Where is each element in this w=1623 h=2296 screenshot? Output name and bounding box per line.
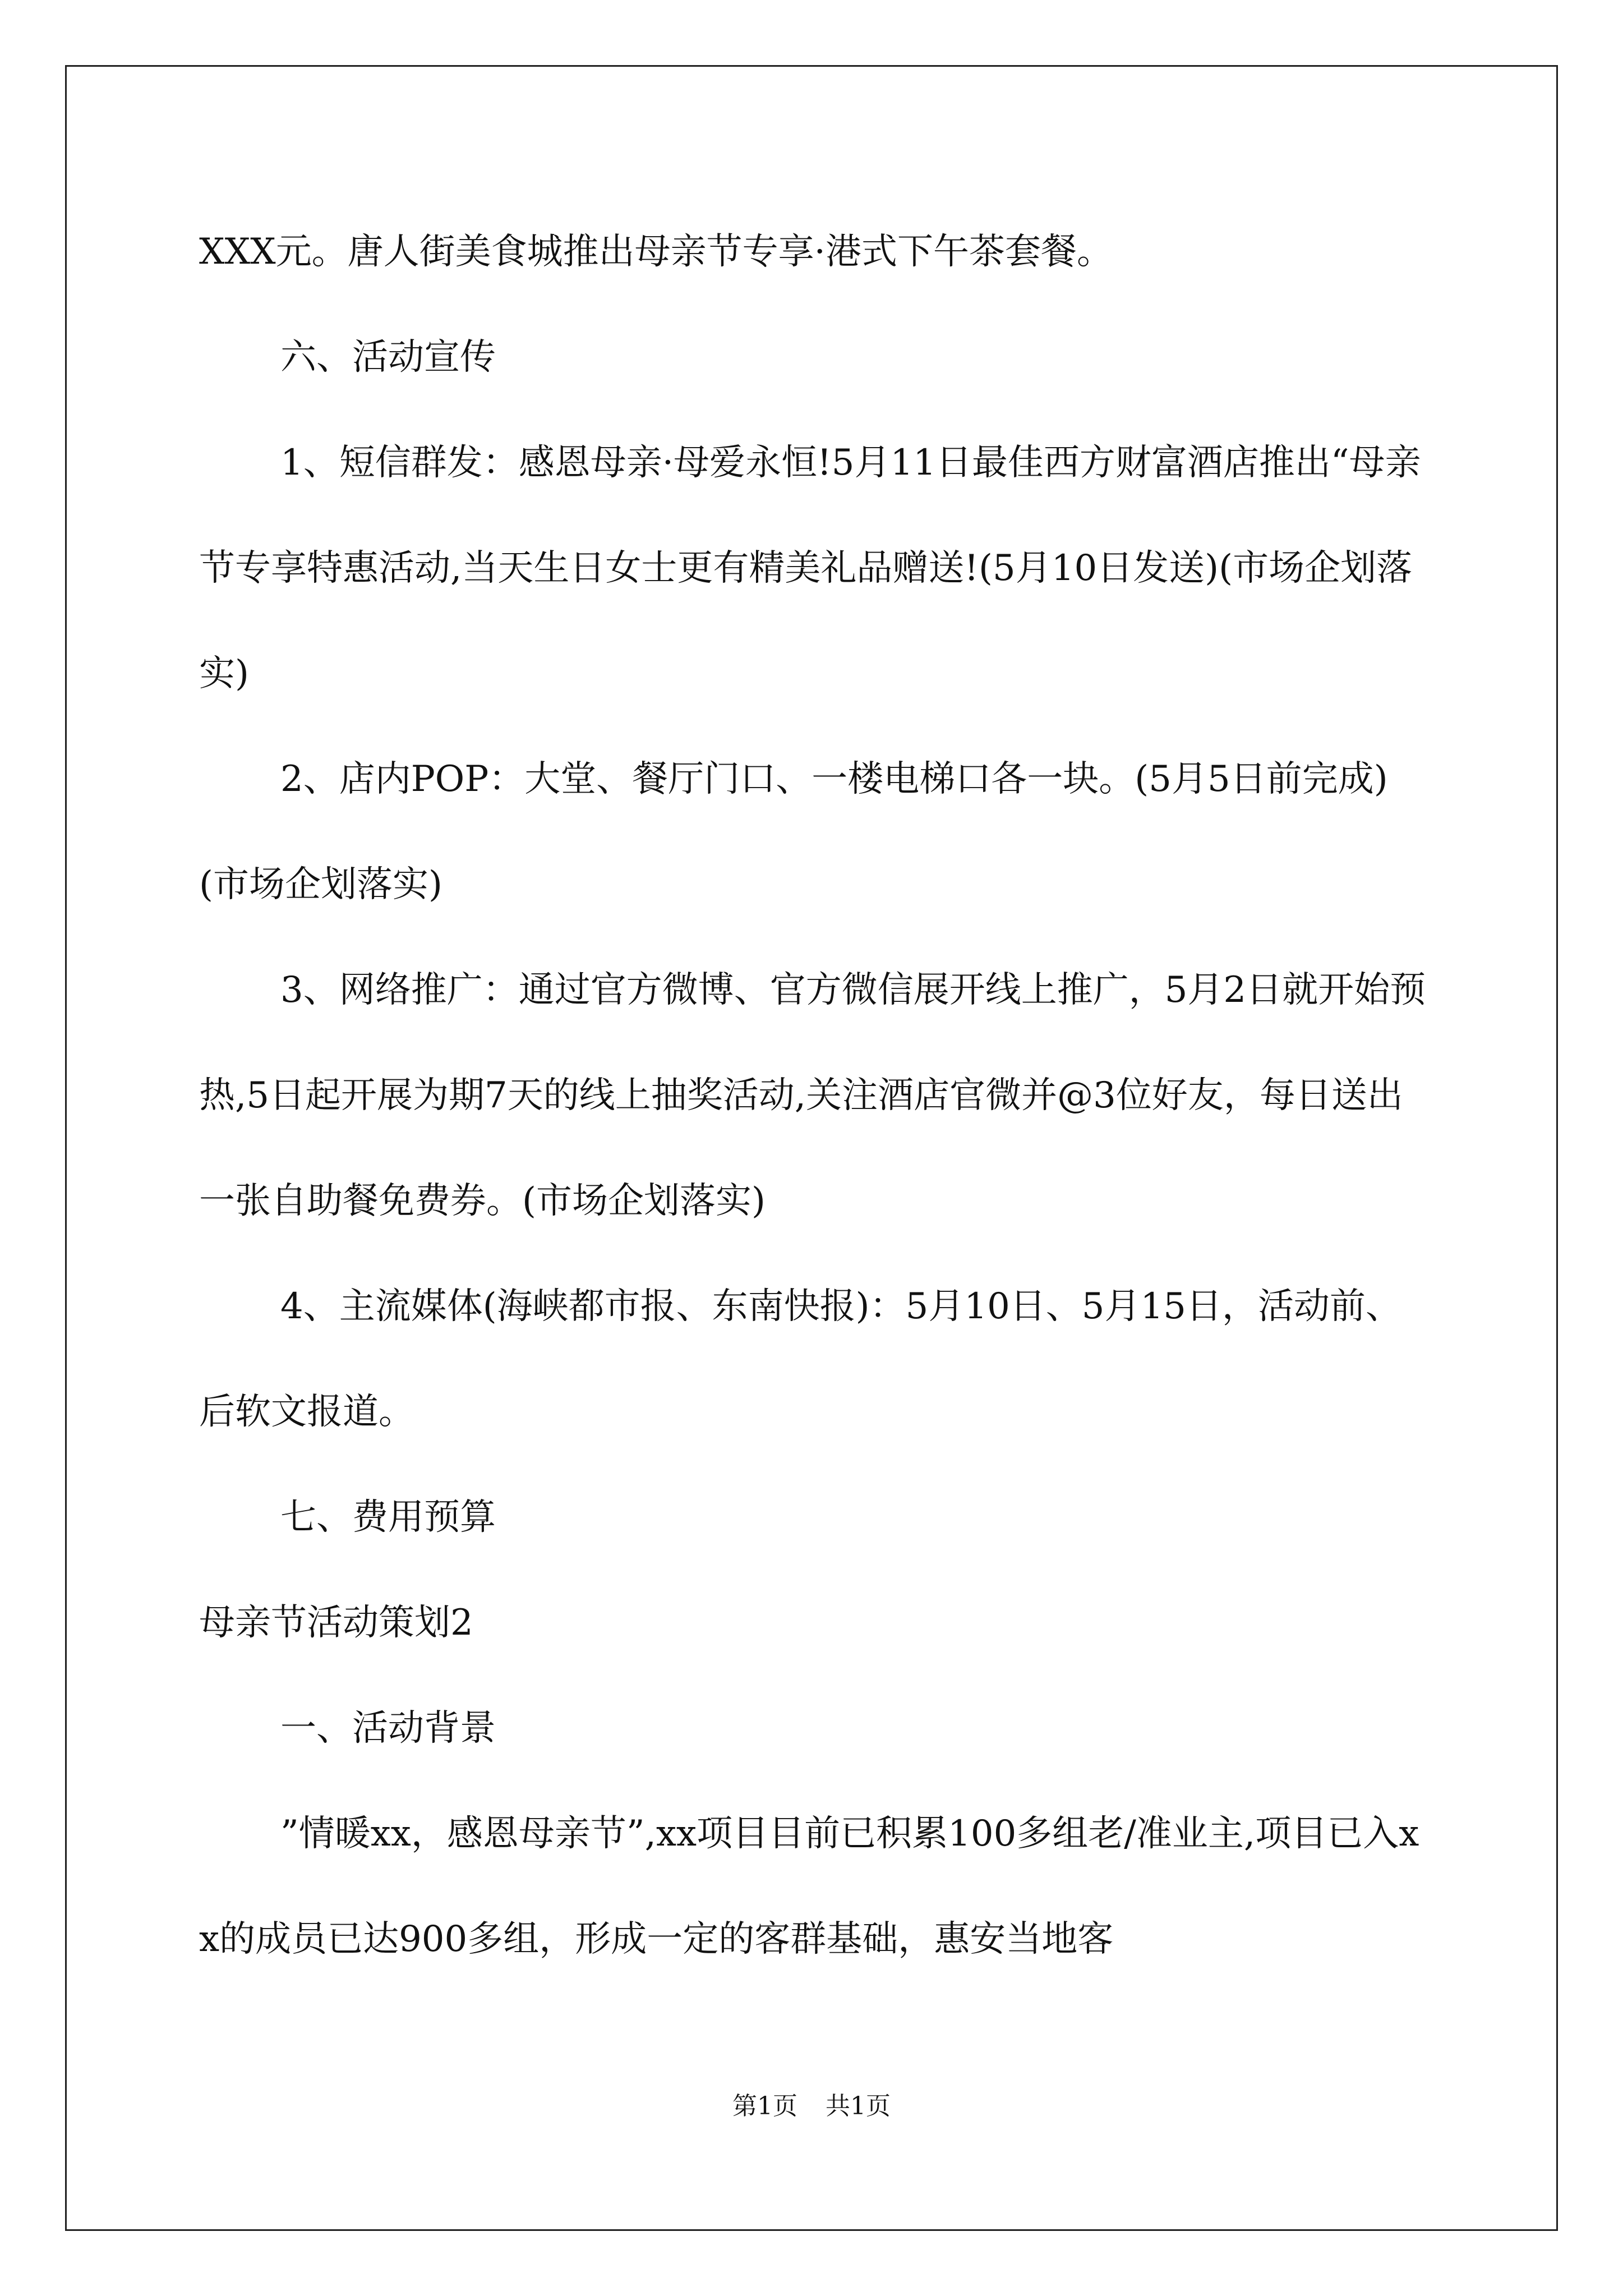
page-total: 共1页 (826, 2092, 891, 2120)
section-heading-background: 一、活动背景 (280, 1708, 496, 1749)
document-body (199, 199, 1430, 1992)
page-number: 第1页 (732, 2092, 797, 2120)
paragraph-0: XXX元。唐人街美食城推出母亲节专享·港式下午茶套餐。 (199, 231, 1113, 273)
section-heading-budget: 七、费用预算 (280, 1497, 496, 1538)
page-footer (0, 2086, 1623, 2122)
paragraph-sms: 1、短信群发：感恩母亲·母爱永恒!5月11日最佳西方财富酒店推出“母亲节专享特惠活动,当天生日女士更有精美礼品赠送!(5月10日发送)(市场企划落实) (199, 442, 1421, 694)
paragraph-online: 3、网络推广：通过官方微博、官方微信展开线上推广，5月2日就开始预热,5日起开展为期7天的线上抽奖活动,关注酒店官微并@3位好友，每日送出一张自助餐免费券。(市场企划落实) (199, 969, 1426, 1222)
paragraph-pop: 2、店内POP：大堂、餐厅门口、一楼电梯口各一块。(5月5日前完成)(市场企划落实) (199, 758, 1388, 905)
paragraph-media: 4、主流媒体(海峡都市报、东南快报)：5月10日、5月15日，活动前、后软文报道。 (199, 1286, 1401, 1433)
document-title-2: 母亲节活动策划2 (199, 1602, 473, 1644)
paragraph-background: ”情暖xx，感恩母亲节”,xx项目目前已积累100多组老/准业主,项目已入xx的成员已达900多组，形成一定的客群基础，惠安当地客 (199, 1813, 1419, 1960)
section-heading-publicity: 六、活动宣传 (280, 337, 496, 378)
